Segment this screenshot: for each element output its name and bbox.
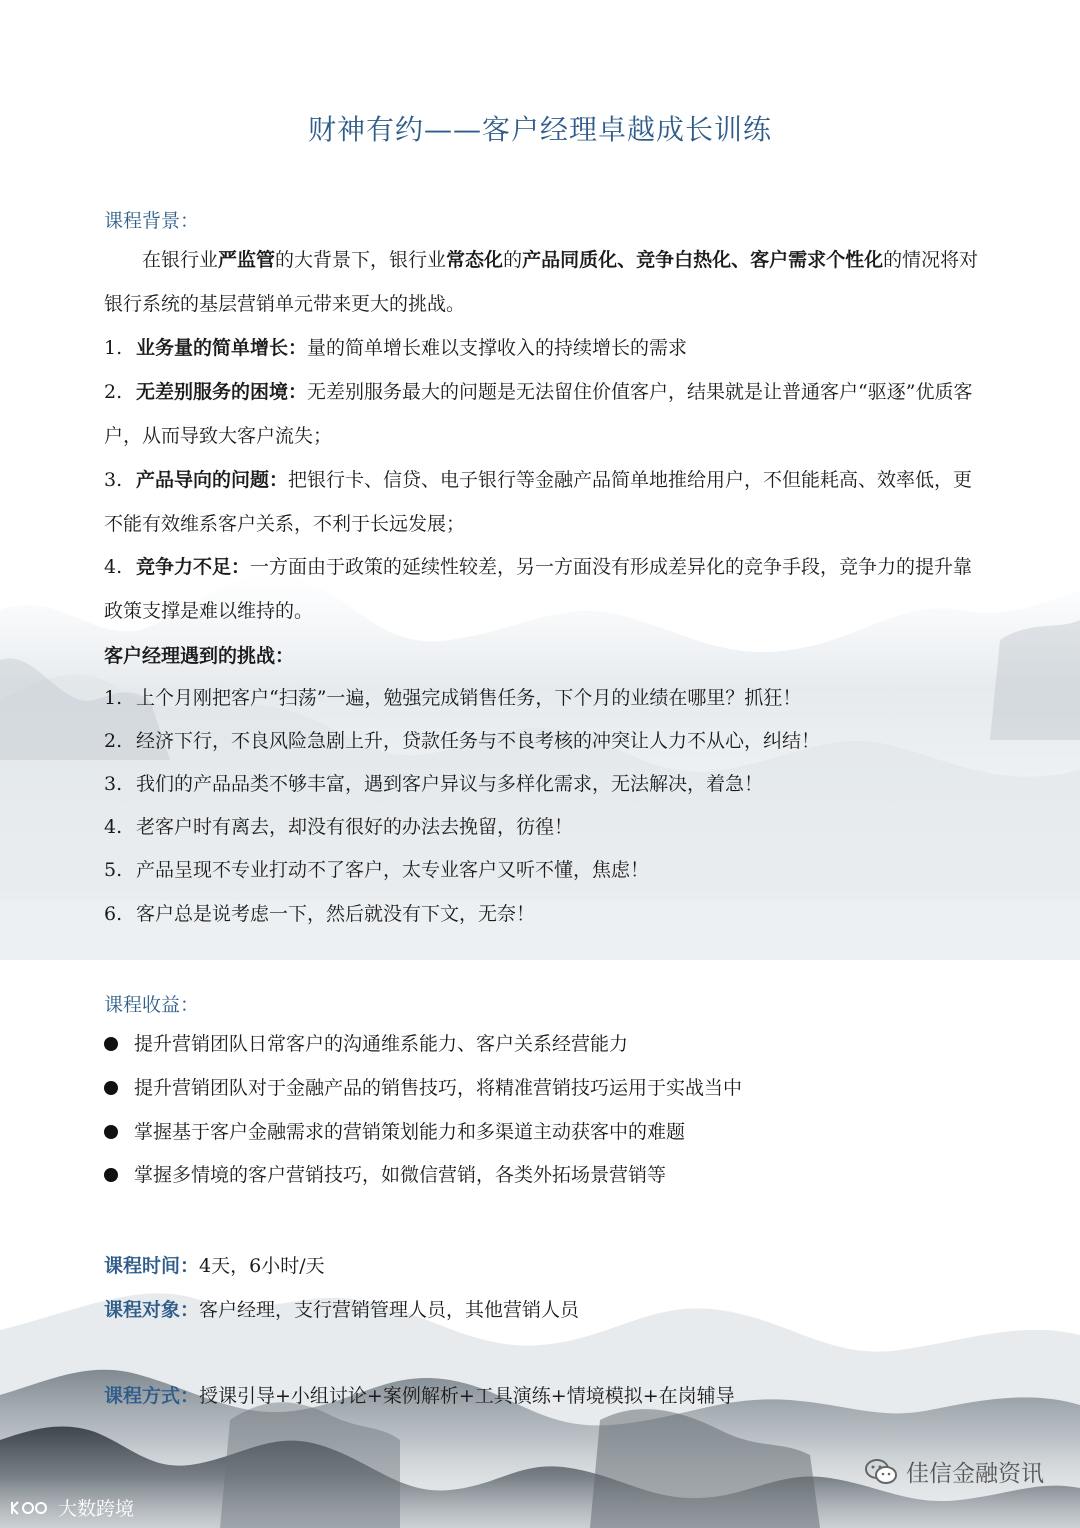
challenge-item-2 (104, 719, 984, 763)
item-number: 1. (104, 687, 123, 709)
challenge-item-1 (104, 676, 984, 720)
background-intro (104, 238, 984, 326)
benefits-heading: 课程收益： (104, 994, 200, 1016)
benefit-text: 掌握基于客户金融需求的营销策划能力和多渠道主动获客中的难题 (134, 1121, 686, 1143)
intro-seg: 的情况将对银行系统的基层营销单元带来更大的挑战。 (104, 249, 979, 315)
course-audience-value: 客户经理，支行营销管理人员，其他营销人员 (199, 1299, 580, 1321)
intro-seg: 的 (503, 249, 523, 271)
intro-seg: 的大背景下，银行业 (275, 249, 447, 271)
challenge-item-5 (104, 848, 984, 892)
intro-seg: 在银行业 (142, 249, 219, 271)
item-number: 2. (104, 381, 123, 403)
course-time-value: 4天，6小时/天 (199, 1255, 325, 1277)
item-text: 无差别服务最大的问题是无法留住价值客户，结果就是让普通客户“驱逐”优质客户，从而导致大客户流失； (104, 381, 973, 447)
challenge-item-3 (104, 762, 984, 806)
watermark-right-text: 佳信金融资讯 (906, 1461, 1044, 1487)
intro-seg: 严监管 (218, 249, 276, 271)
bullet-dot-icon (104, 1037, 118, 1051)
background-item-3 (104, 458, 984, 546)
benefit-item-4 (104, 1153, 666, 1197)
course-time-label: 课程时间： (104, 1255, 200, 1277)
challenges-heading: 客户经理遇到的挑战： (104, 645, 295, 667)
challenge-item-4 (104, 805, 984, 849)
course-method-label: 课程方式： (104, 1385, 200, 1407)
item-number: 1. (104, 337, 123, 359)
item-text: 我们的产品品类不够丰富，遇到客户异议与多样化需求，无法解决，着急！ (136, 773, 764, 795)
challenge-item-6 (104, 892, 984, 936)
item-number: 6. (104, 903, 123, 925)
watermark-wechat-account (864, 1455, 1044, 1488)
item-text: 产品呈现不专业打动不了客户，太专业客户又听不懂，焦虑！ (136, 859, 650, 881)
item-number: 2. (104, 730, 123, 752)
item-text: 把银行卡、信贷、电子银行等金融产品简单地推给用户，不但能耗高、效率低，更不能有效维系客户关系，不利于长远发展； (104, 469, 973, 535)
item-text: 一方面由于政策的延续性较差，另一方面没有形成差异化的竞争手段，竞争力的提升靠政策支撑是难以维持的。 (104, 556, 973, 622)
item-text: 量的简单增长难以支撑收入的持续增长的需求 (307, 337, 688, 359)
item-bold-label: 业务量的简单增长： (136, 337, 308, 359)
course-method (104, 1381, 735, 1408)
watermark-brand (8, 1494, 134, 1521)
item-number: 3. (104, 773, 123, 795)
course-audience-label: 课程对象： (104, 1299, 200, 1321)
background-item-2 (104, 370, 984, 458)
bullet-dot-icon (104, 1081, 118, 1095)
background-item-4 (104, 545, 984, 633)
item-text: 客户总是说考虑一下，然后就没有下文，无奈！ (136, 903, 536, 925)
item-number: 4. (104, 556, 123, 578)
item-text: 上个月刚把客户“扫荡”一遍，勉强完成销售任务，下个月的业绩在哪里？抓狂！ (136, 687, 802, 709)
item-bold-label: 产品导向的问题： (136, 469, 289, 491)
item-bold-label: 无差别服务的困境： (136, 381, 308, 403)
item-number: 3. (104, 469, 123, 491)
document-title: 财神有约——客户经理卓越成长训练 (307, 113, 772, 146)
item-text: 老客户时有离去，却没有很好的办法去挽留，彷徨！ (136, 816, 574, 838)
item-number: 5. (104, 859, 123, 881)
wechat-icon (864, 1458, 898, 1486)
background-item-1 (104, 326, 984, 370)
item-bold-label: 竞争力不足： (136, 556, 251, 578)
background-heading: 课程背景： (104, 210, 200, 232)
intro-seg: 常态化 (446, 249, 504, 271)
watermark-left-text: 大数跨境 (58, 1498, 135, 1520)
benefit-text: 提升营销团队对于金融产品的销售技巧，将精准营销技巧运用于实战当中 (134, 1077, 743, 1099)
course-method-value: 授课引导+小组讨论+案例解析+工具演练+情境模拟+在岗辅导 (199, 1385, 735, 1407)
benefit-item-1 (104, 1022, 628, 1066)
intro-seg: 产品同质化、竞争白热化、客户需求个性化 (522, 249, 884, 271)
benefit-text: 掌握多情境的客户营销技巧，如微信营销，各类外拓场景营销等 (134, 1164, 667, 1186)
bullet-dot-icon (104, 1125, 118, 1139)
brand-logo-icon (8, 1498, 52, 1518)
bullet-dot-icon (104, 1168, 118, 1182)
benefit-item-3 (104, 1110, 685, 1154)
course-time (104, 1251, 325, 1278)
course-audience (104, 1295, 579, 1322)
item-number: 4. (104, 816, 123, 838)
item-text: 经济下行，不良风险急剧上升，贷款任务与不良考核的冲突让人力不从心，纠结！ (136, 730, 821, 752)
benefit-item-2 (104, 1066, 742, 1110)
benefit-text: 提升营销团队日常客户的沟通维系能力、客户关系经营能力 (134, 1033, 629, 1055)
